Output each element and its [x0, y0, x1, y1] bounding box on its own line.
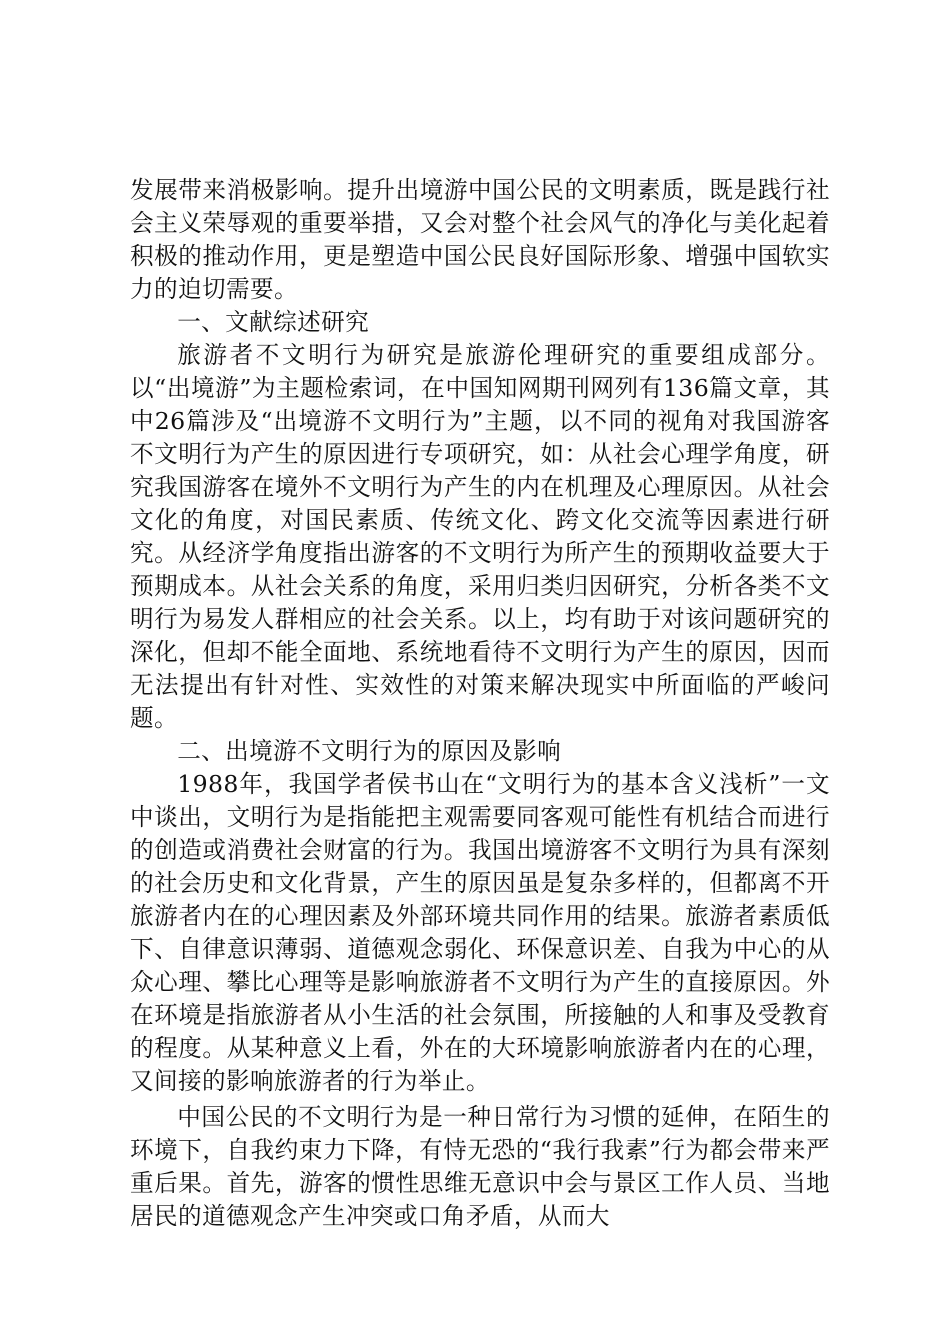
paragraph-intro-continuation: 发展带来消极影响。提升出境游中国公民的文明素质，既是践行社会主义荣辱观的重要举措，又会对整个社会风气的净化与美化起着积极的推动作用，更是塑造中国公民良好国际形象、增强中国软实力的迫切需要。 — [130, 176, 830, 303]
paragraph-effects: 中国公民的不文明行为是一种日常行为习惯的延伸，在陌生的环境下，自我约束力下降，有恃无恐的“我行我素”行为都会带来严重后果。首先，游客的惯性思维无意识中会与景区工作人员、当地居民的道德观念产生冲突或口角矛盾，从而大 — [130, 1103, 830, 1230]
paragraph-causes: 1988年，我国学者侯书山在“文明行为的基本含义浅析”一文中谈出，文明行为是指能把主观需要同客观可能性有机结合而进行的创造或消费社会财富的行为。我国出境游客不文明行为具有深刻的社会历史和文化背景，产生的原因虽是复杂多样的，但都离不开旅游者内在的心理因素及外部环境共同作用的结果。旅游者素质低下、自律意识薄弱、道德观念弱化、环保意识差、自我为中心的从众心理、攀比心理等是影响旅游者不文明行为产生的直接原因。外在环境是指旅游者从小生活的社会氛围，所接触的人和事及受教育的程度。从某种意义上看，外在的大环境影响旅游者内在的心理，又间接的影响旅游者的行为举止。 — [130, 770, 830, 1095]
section-heading-causes-and-effects: 二、出境游不文明行为的原因及影响 — [177, 737, 562, 765]
document-body — [130, 174, 830, 1233]
section-heading-literature-review: 一、文献综述研究 — [177, 308, 370, 336]
paragraph-literature-review: 旅游者不文明行为研究是旅游伦理研究的重要组成部分。以“出境游”为主题检索词，在中国知网期刊网列有136篇文章，其中26篇涉及“出境游不文明行为”主题，以不同的视角对我国游客不文明行为产生的原因进行专项研究，如：从社会心理学角度，研究我国游客在境外不文明行为产生的内在机理及心理原因。从社会文化的角度，对国民素质、传统文化、跨文化交流等因素进行研究。从经济学角度指出游客的不文明行为所产生的预期收益要大于预期成本。从社会关系的角度，采用归类归因研究，分析各类不文明行为易发人群相应的社会关系。以上，均有助于对该问题研究的深化，但却不能全面地、系统地看待不文明行为产生的原因，因而无法提出有针对性、实效性的对策来解决现实中所面临的严峻问题。 — [130, 341, 830, 732]
